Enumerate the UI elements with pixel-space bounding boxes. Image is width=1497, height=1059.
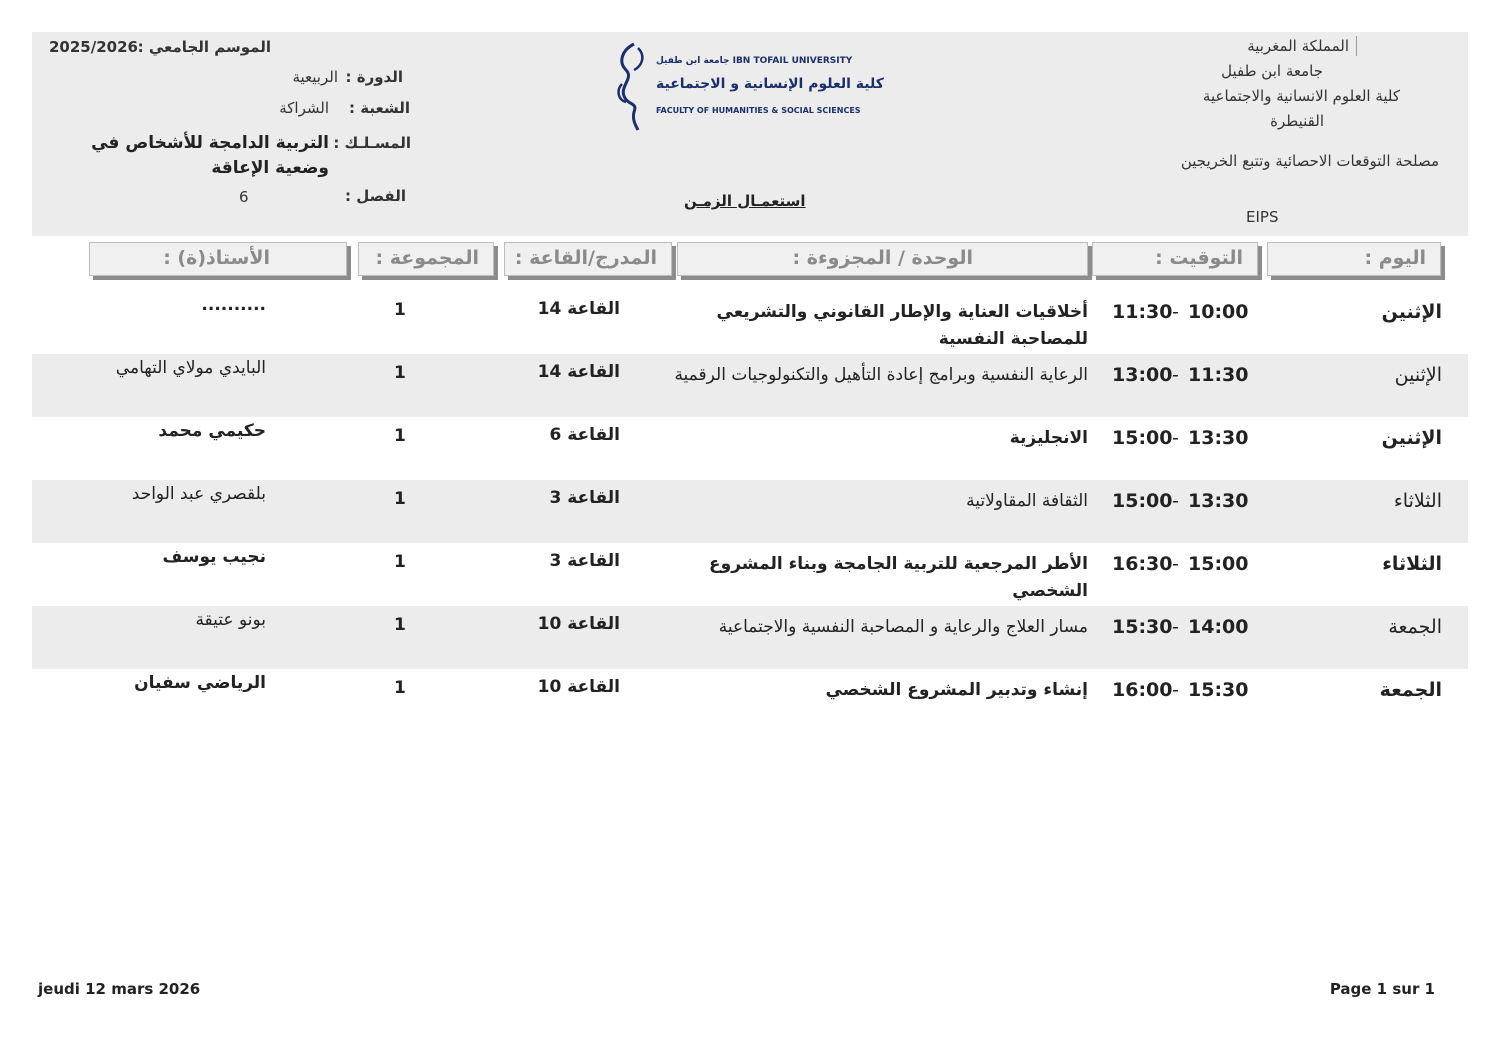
service-code: EIPS <box>1246 208 1279 226</box>
cell-time-end: 16:00 <box>1112 679 1173 701</box>
cell-group: 1 <box>394 489 406 509</box>
column-header-module <box>677 242 1088 276</box>
cell-time-start: 11:30 <box>1188 364 1249 386</box>
cell-group: 1 <box>394 678 406 698</box>
schedule-title: استعمـال الزمـن <box>684 192 806 210</box>
cell-room: القاعة 14 <box>537 362 620 382</box>
cell-group: 1 <box>394 552 406 572</box>
column-header-teacher-label: الأستاذ(ة) : <box>163 247 270 269</box>
column-header-teacher <box>89 242 347 276</box>
cell-day: الإثنين <box>1381 427 1442 449</box>
cell-time-end: 15:00 <box>1112 427 1173 449</box>
cell-time-start: 15:30 <box>1188 679 1249 701</box>
cell-time-start: 13:30 <box>1188 490 1249 512</box>
cell-module: الثقافة المقاولاتية <box>966 491 1088 511</box>
season-label: الموسم الجامعي : <box>137 38 271 56</box>
service-name: مصلحة التوقعات الاحصائية وتتبع الخريجين <box>1180 152 1439 170</box>
print-date: jeudi 12 mars 2026 <box>38 980 201 998</box>
cell-day: الثلاثاء <box>1382 553 1442 575</box>
cell-module: مسار العلاج والرعاية و المصاحبة النفسية والاجتماعية <box>718 617 1088 637</box>
logo-emblem-icon <box>612 40 652 132</box>
cell-teacher: حكيمي محمد <box>158 421 266 441</box>
cell-teacher: نجيب يوسف <box>162 547 266 567</box>
institution-line-1: المملكة المغربية <box>1247 37 1349 55</box>
table-row <box>32 606 1468 669</box>
cell-group: 1 <box>394 426 406 446</box>
cell-time-sep: - <box>1172 616 1179 638</box>
session-value: الربيعية <box>292 68 338 86</box>
column-header-day-label: اليوم : <box>1364 247 1426 269</box>
logo-line-2: كلية العلوم الإنسانية و الاجتماعية <box>656 76 884 92</box>
cell-module: الانجليزية <box>1009 428 1088 448</box>
branch-label: الشعبة : <box>349 99 410 117</box>
cell-time-start: 14:00 <box>1188 616 1249 638</box>
cell-day: الجمعة <box>1388 616 1442 638</box>
cell-module: الرعاية النفسية وبرامج إعادة التأهيل والتكنولوجيات الرقمية <box>674 365 1088 385</box>
cell-teacher: الرياضي سفيان <box>134 673 266 693</box>
cell-time-end: 16:30 <box>1112 553 1173 575</box>
branch-value: الشراكة <box>279 99 329 117</box>
cell-group: 1 <box>394 300 406 320</box>
session-label: الدورة : <box>345 68 403 86</box>
cell-time-sep: - <box>1172 490 1179 512</box>
column-header-group-label: المجموعة : <box>375 247 479 269</box>
cell-group: 1 <box>394 615 406 635</box>
table-row <box>32 480 1468 543</box>
cell-time-sep: - <box>1172 679 1179 701</box>
cell-teacher: البايدي مولاي التهامي <box>115 358 266 378</box>
institution-line-3: كلية العلوم الانسانية والاجتماعية <box>1202 87 1400 105</box>
cell-teacher: بلقصري عبد الواحد <box>131 484 266 504</box>
column-header-time-label: التوقيت : <box>1155 247 1243 269</box>
track-value: التربية الدامجة للأشخاص في وضعية الإعاقة <box>91 133 329 178</box>
cell-module: إنشاء وتدبير المشروع الشخصي <box>825 680 1088 700</box>
table-row <box>32 417 1468 480</box>
column-header-time <box>1092 242 1258 276</box>
cell-room: القاعة 6 <box>549 425 620 445</box>
cell-room: القاعة 3 <box>549 551 620 571</box>
cell-teacher: .......... <box>201 295 266 315</box>
university-logo <box>612 40 884 132</box>
cell-time-sep: - <box>1172 364 1179 386</box>
cell-time-sep: - <box>1172 427 1179 449</box>
table-row <box>32 291 1468 354</box>
cell-day: الإثنين <box>1381 301 1442 323</box>
cell-time-start: 13:30 <box>1188 427 1249 449</box>
logo-line-3: FACULTY OF HUMANITIES & SOCIAL SCIENCES <box>656 106 861 115</box>
cell-day: الثلاثاء <box>1393 490 1442 512</box>
column-header-group <box>358 242 494 276</box>
cell-time-end: 15:00 <box>1112 490 1173 512</box>
cell-time-start: 10:00 <box>1188 301 1249 323</box>
cell-room: القاعة 14 <box>537 299 620 319</box>
cell-room: القاعة 10 <box>537 677 620 697</box>
cell-time-end: 15:30 <box>1112 616 1173 638</box>
table-row <box>32 354 1468 417</box>
cell-module: أخلاقيات العناية والإطار القانوني والتشريعي للمصاحبة النفسية <box>716 302 1088 349</box>
institution-line-2: جامعة ابن طفيل <box>1221 62 1323 80</box>
cell-time-end: 11:30 <box>1112 301 1173 323</box>
cell-time-sep: - <box>1172 553 1179 575</box>
semester-label: الفصل : <box>345 187 406 205</box>
column-header-room-label: المدرج/القاعة : <box>514 247 657 269</box>
table-row <box>32 543 1468 606</box>
cell-day: الإثنين <box>1394 364 1442 386</box>
column-header-day <box>1267 242 1441 276</box>
cell-day: الجمعة <box>1379 679 1442 701</box>
cell-teacher: بونو عتيقة <box>195 610 266 630</box>
cell-room: القاعة 10 <box>537 614 620 634</box>
logo-line-1: جامعة ابن طفيل IBN TOFAIL UNIVERSITY <box>656 56 853 66</box>
table-row <box>32 669 1468 732</box>
column-header-room <box>504 242 672 276</box>
cell-time-end: 13:00 <box>1112 364 1173 386</box>
cell-module: الأطر المرجعية للتربية الجامجة وبناء المشروع الشخصي <box>709 554 1088 601</box>
institution-line-4: القنيطرة <box>1270 112 1324 130</box>
divider <box>1356 36 1357 56</box>
cell-time-start: 15:00 <box>1188 553 1249 575</box>
cell-time-sep: - <box>1172 301 1179 323</box>
cell-group: 1 <box>394 363 406 383</box>
season-value: 2025/2026 <box>49 38 138 56</box>
semester-value: 6 <box>239 188 249 206</box>
cell-room: القاعة 3 <box>549 488 620 508</box>
column-header-module-label: الوحدة / المجزوءة : <box>792 247 973 269</box>
track-label: المسـلـك : <box>333 134 411 152</box>
page-number: Page 1 sur 1 <box>1329 980 1435 998</box>
